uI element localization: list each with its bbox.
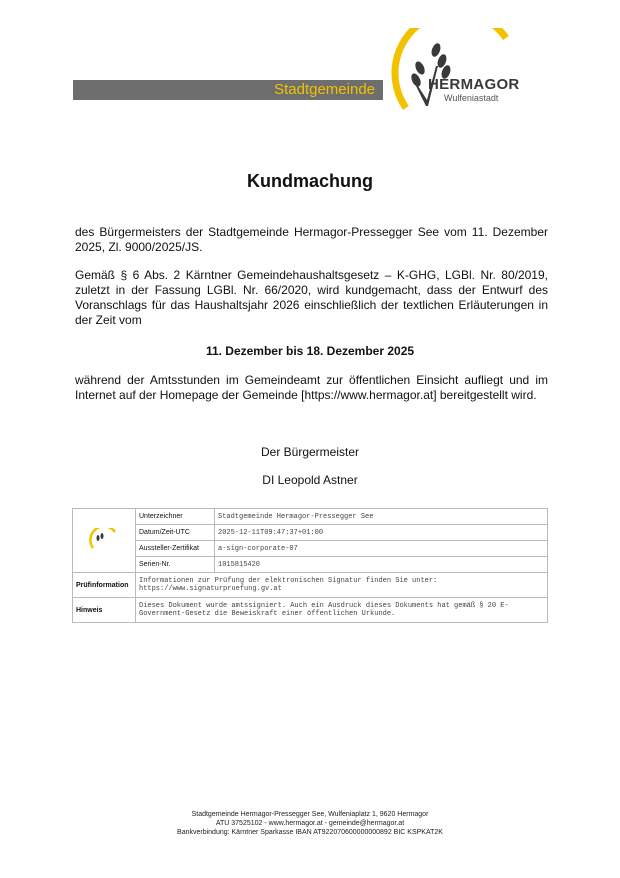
footer-address: Stadtgemeinde Hermagor-Pressegger See, Wulfeniaplatz 1, 9620 Hermagor xyxy=(191,811,429,818)
hinweis-row xyxy=(73,598,548,623)
footer-bank: Bankverbindung: Kärntner Sparkasse IBAN AT922070600000000892 BIC KSPKAT2K xyxy=(177,829,443,836)
hinweis-label: Hinweis xyxy=(73,598,136,623)
signature-seal xyxy=(73,509,136,573)
legal-paragraph: Gemäß § 6 Abs. 2 Kärntner Gemeindehaushaltsgesetz – K-GHG, LGBl. Nr. 80/2019, zuletzt in der Fassung LGBl. Nr. 66/2020, wird kundgemacht, dass der Entwurf des Voranschlags für das Haushaltsjahr 2026 einschließlich der textlichen Erläuterungen in der Zeit vom xyxy=(75,268,548,327)
signature-row xyxy=(73,557,548,573)
signature-row xyxy=(73,541,548,557)
logo-title: HERMAGOR xyxy=(428,76,520,93)
header-band-text: Stadtgemeinde xyxy=(274,81,375,98)
footer-contact: ATU 37525102 - www.hermagor.at - gemeinde@hermagor.at xyxy=(215,820,405,827)
datetime-label: Datum/Zeit-UTC xyxy=(136,525,215,541)
signer-name: DI Leopold Astner xyxy=(262,473,358,487)
page-footer xyxy=(0,810,620,837)
date-range: 11. Dezember bis 18. Dezember 2025 xyxy=(205,344,415,358)
intro-paragraph: des Bürgermeisters der Stadtgemeinde Hermagor-Pressegger See vom 11. Dezember 2025, Zl. 9000/2025/JS. xyxy=(75,225,548,254)
signature-row xyxy=(73,509,548,525)
certificate-value: a-sign-corporate-07 xyxy=(215,541,548,557)
document-title: Kundmachung xyxy=(247,171,373,191)
pruefinformation-row xyxy=(73,573,548,598)
seal-logo-icon xyxy=(87,528,121,552)
signature-block xyxy=(72,508,548,623)
logo-subtitle: Wulfeniastadt xyxy=(444,93,499,103)
pruefinformation-label: Prüfinformation xyxy=(73,573,136,598)
availability-paragraph: während der Amtsstunden im Gemeindeamt zur öffentlichen Einsicht aufliegt und im Internet auf der Homepage der Gemeinde [https://www.hermagor.at] bereitgestellt wird. xyxy=(75,373,548,402)
datetime-value: 2025-12-11T09:47:37+01:00 xyxy=(215,525,548,541)
serial-value: 1015815420 xyxy=(215,557,548,573)
hinweis-text: Dieses Dokument wurde amtssigniert. Auch ein Ausdruck dieses Dokuments hat gemäß § 20 E-Government-Gesetz die Beweiskraft einer öffentlichen Urkunde. xyxy=(136,598,548,623)
hermagor-logo-icon xyxy=(386,28,526,118)
header-band xyxy=(73,80,383,100)
certificate-label: Aussteller-Zertifikat xyxy=(136,541,215,557)
pruefinformation-text: Informationen zur Prüfung der elektronischen Signatur finden Sie unter: https://www.signaturpruefung.gv.at xyxy=(136,573,548,598)
signer-role: Der Bürgermeister xyxy=(260,445,360,459)
signer-value: Stadtgemeinde Hermagor-Pressegger See xyxy=(215,509,548,525)
signer-label: Unterzeichner xyxy=(136,509,215,525)
serial-label: Serien-Nr. xyxy=(136,557,215,573)
signature-row xyxy=(73,525,548,541)
